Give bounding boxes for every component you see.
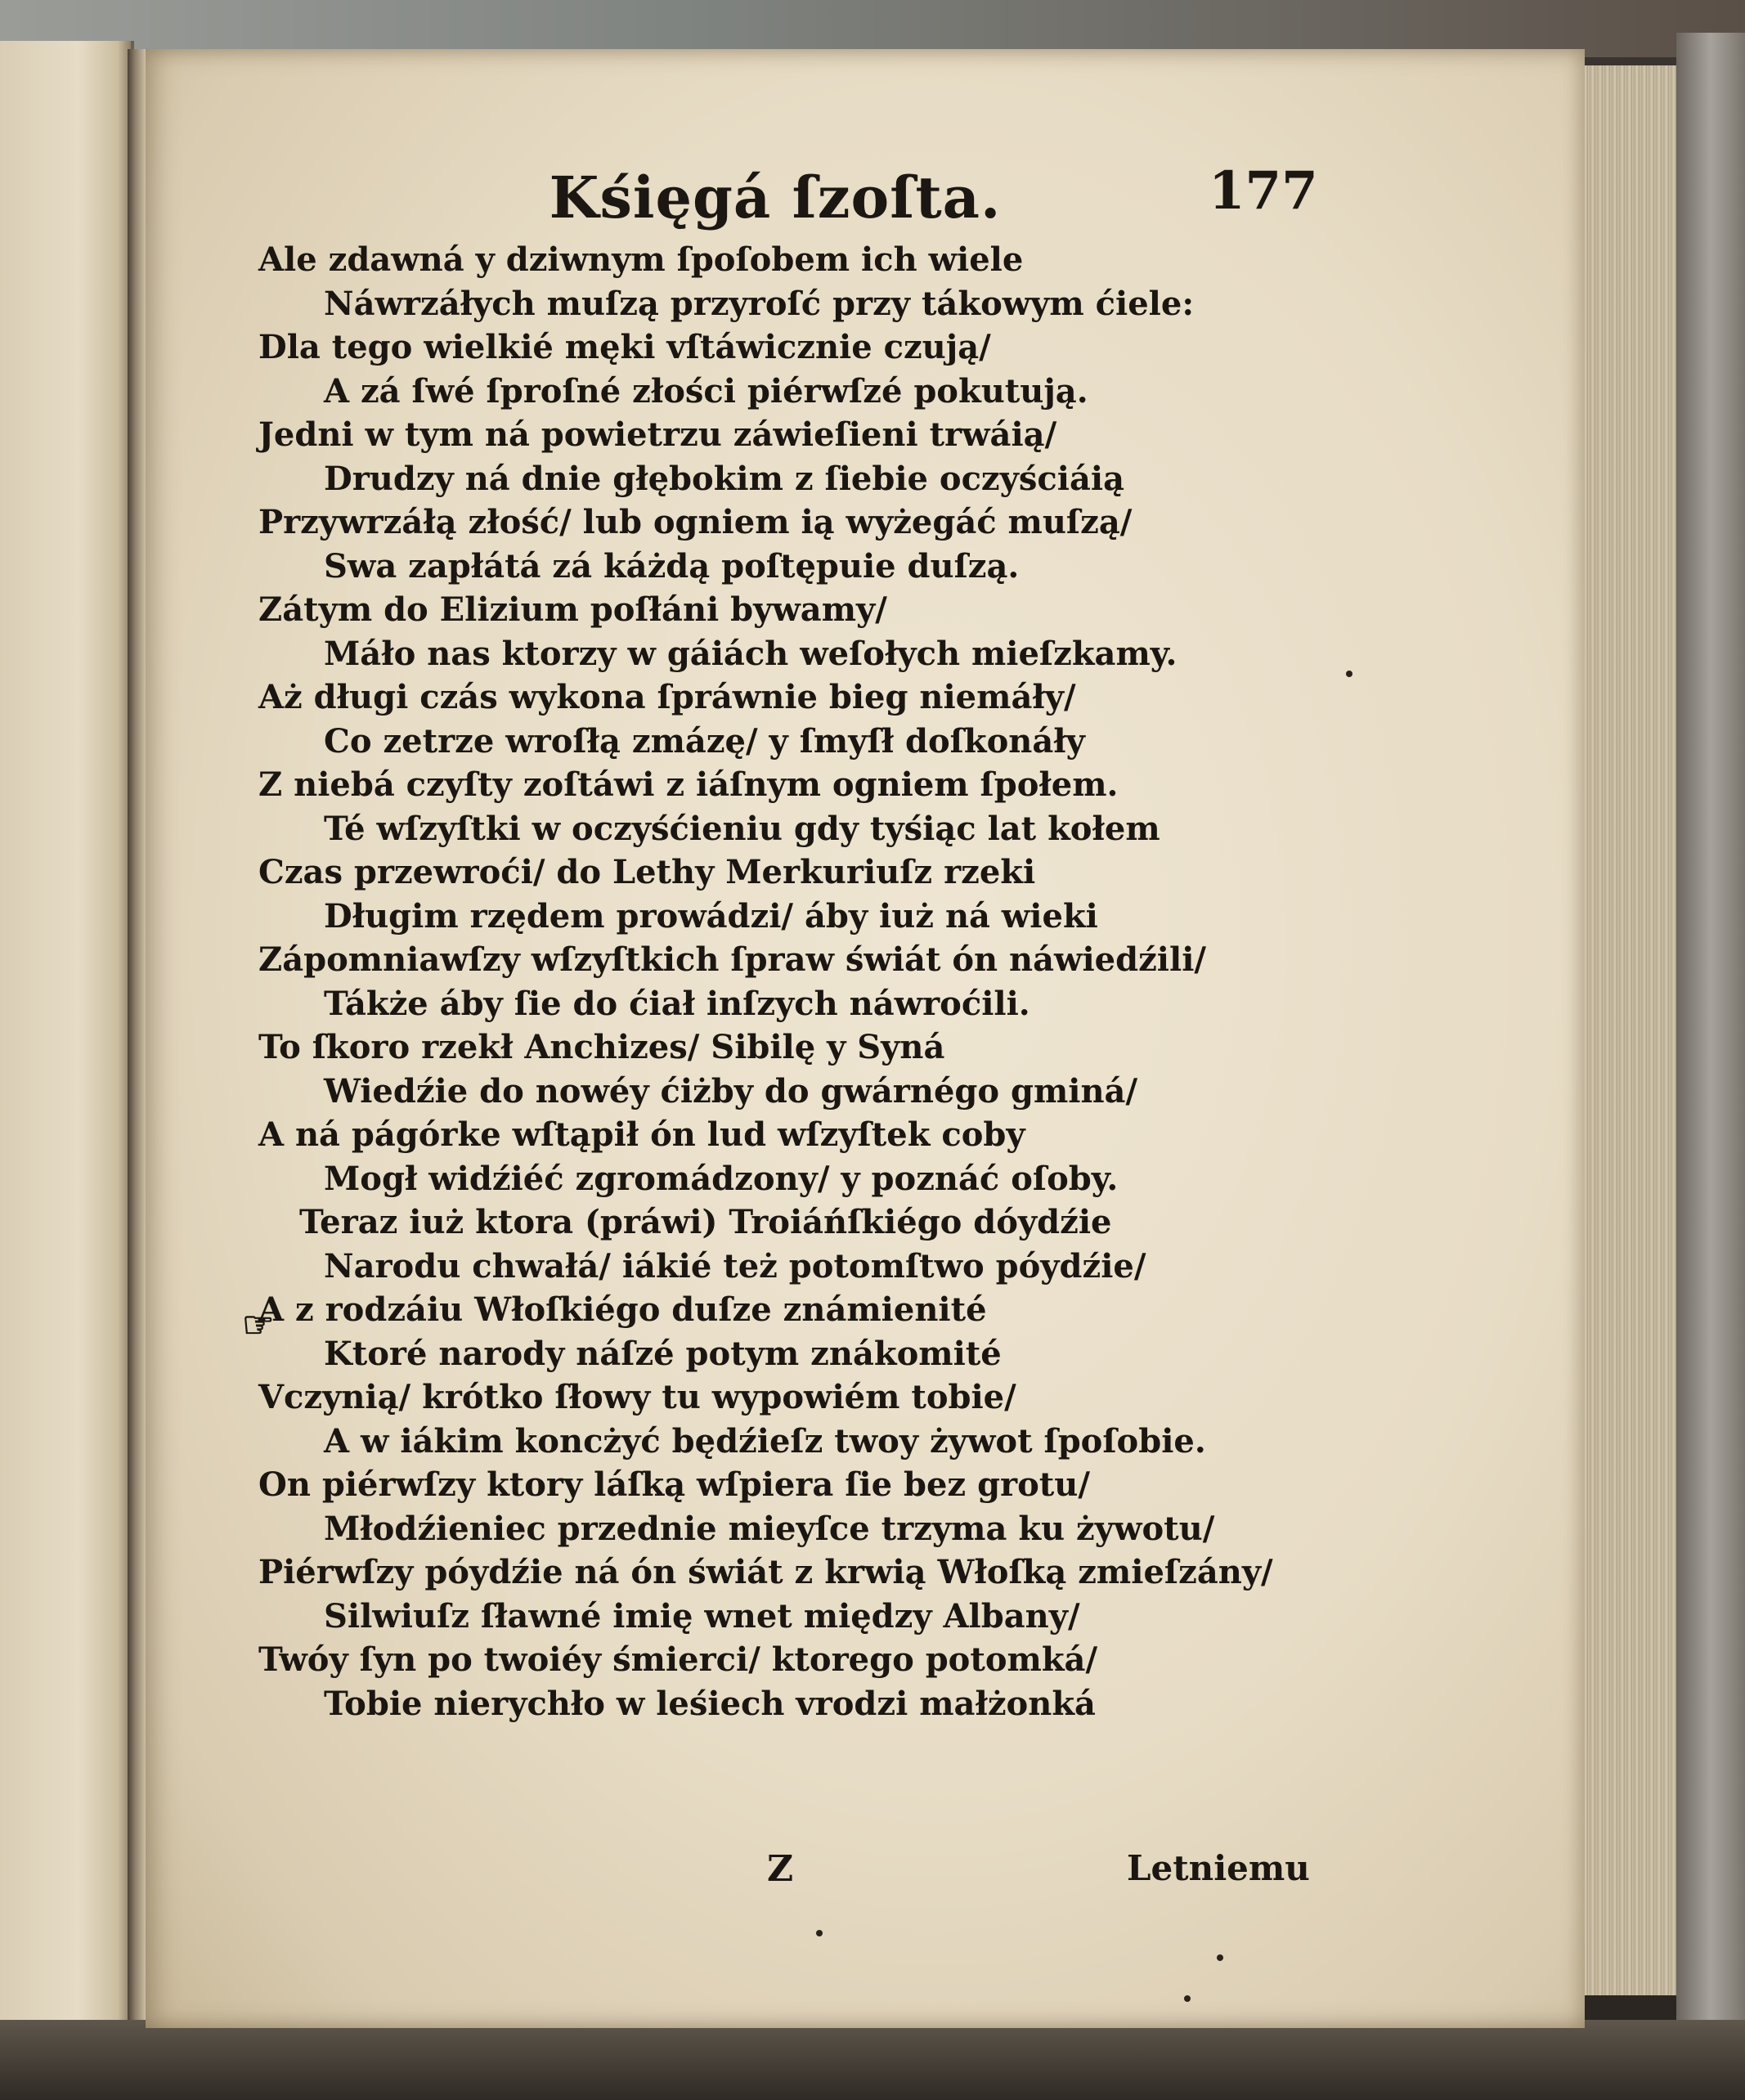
- verse-line: Vczynią/ krótko ſłowy tu wypowiém tobie/: [258, 1378, 1016, 1416]
- verse-line: Tákże áby ſie do ćiał inſzych náwroćili.: [324, 984, 1030, 1023]
- verse-line: Swa zapłátá zá káżdą poſtępuie duſzą.: [324, 546, 1020, 586]
- verse-line: To ſkoro rzekł Anchizes/ Sibilę y Syná: [258, 1028, 945, 1066]
- ink-speck: [816, 1930, 823, 1936]
- verse-line: Ale zdawná y dziwnym ſpoſobem ich wiele: [258, 240, 1024, 279]
- verse-line: Czas przewroći/ do Lethy Merkuriuſz rzeki: [258, 853, 1036, 891]
- verse-line: Wiedźie do nowéy ćiżby do gwárnégo gminá/: [324, 1071, 1138, 1111]
- verse-line: Tobie nierychło w leśiech vrodzi małżonká: [324, 1684, 1096, 1723]
- verse-line: Jedni w tym ná powietrzu záwieſieni trwáią/: [258, 415, 1057, 454]
- verse-line: Náwrzáłych muſzą przyroſć przy tákowym ćiele:: [324, 284, 1195, 323]
- verse-line: Przywrzáłą złość/ lub ogniem ią wyżegáć muſzą/: [258, 503, 1133, 541]
- verse-line: A z rodzáiu Włoſkiégo duſze známienité: [258, 1290, 987, 1329]
- verse-line: Zápomniawſzy wſzyſtkich ſpraw świát ón náwiedźili/: [258, 940, 1207, 979]
- verse-line: Z niebá czyſty zoſtáwi z iáſnym ogniem ſpołem.: [258, 765, 1119, 804]
- verse-line: Teraz iuż ktora (práwi) Troiáńſkiégo dóydźie: [299, 1203, 1112, 1241]
- verse-line: Mogł widźiéć zgromádzony/ y poznáć oſoby.: [324, 1159, 1119, 1198]
- verse-block: [146, 49, 1585, 2028]
- book-cover-right: [1676, 33, 1745, 2100]
- verse-line: A zá ſwé ſproſné złości piérwſzé pokutują.: [324, 371, 1088, 411]
- verse-line: Długim rzędem prowádzi/ áby iuż ná wieki: [324, 896, 1098, 936]
- verse-line: On piérwſzy ktory láſką wſpiera ſie bez grotu/: [258, 1465, 1090, 1504]
- verse-line: Narodu chwałá/ iákié też potomſtwo póydźie/: [324, 1246, 1146, 1286]
- book-gutter: [128, 49, 146, 2044]
- verse-line: A ná págórke wſtąpił ón lud wſzyſtek coby: [258, 1115, 1025, 1154]
- running-head: Kśięgá ſzoſta.: [549, 164, 1002, 231]
- catchword: Letniemu: [1127, 1848, 1310, 1888]
- ink-speck: [1217, 1954, 1223, 1961]
- verse-line: Co zetrze wroſłą zmázę/ y ſmyſł doſkonáły: [324, 721, 1085, 761]
- manicule-icon: ☞: [242, 1304, 275, 1346]
- left-page-edge: [0, 41, 134, 2053]
- ink-speck: [1184, 1995, 1191, 2002]
- page-edges-stack: [1578, 65, 1682, 1995]
- verse-line: Twóy ſyn po twoiéy śmierci/ ktorego potomká/: [258, 1640, 1098, 1679]
- verse-line: Dla tego wielkié męki vſtáwicznie czują/: [258, 328, 991, 366]
- verse-line: Drudzy ná dnie głębokim z ſiebie oczyściáią: [324, 459, 1124, 498]
- page-number: 177: [1209, 160, 1318, 222]
- verse-line: Młodźieniec przednie mieyſce trzyma ku żywotu/: [324, 1509, 1215, 1548]
- signature-mark: Z: [767, 1848, 794, 1890]
- ink-speck: [1346, 671, 1352, 677]
- verse-line: A w iákim koncżyć będźieſz twoy żywot ſpoſobie.: [324, 1421, 1206, 1461]
- verse-line: Silwiuſz ſławné imię wnet między Albany/: [324, 1596, 1080, 1636]
- verse-line: Piérwſzy póydźie ná ón świát z krwią Włoſką zmieſzány/: [258, 1553, 1273, 1591]
- verse-line: Té wſzyſtki w oczyśćieniu gdy tyśiąc lat kołem: [324, 809, 1160, 848]
- verse-line: Máło nas ktorzy w gáiách weſołych mieſzkamy.: [324, 634, 1178, 673]
- book-page: [146, 49, 1585, 2028]
- verse-line: Zátym do Elizium poſłáni bywamy/: [258, 590, 887, 629]
- bottom-shadow: [0, 2020, 1745, 2100]
- verse-line: Aż długi czás wykona ſpráwnie bieg niemáły/: [258, 678, 1076, 716]
- verse-line: Ktoré narody náſzé potym znákomité: [324, 1334, 1002, 1373]
